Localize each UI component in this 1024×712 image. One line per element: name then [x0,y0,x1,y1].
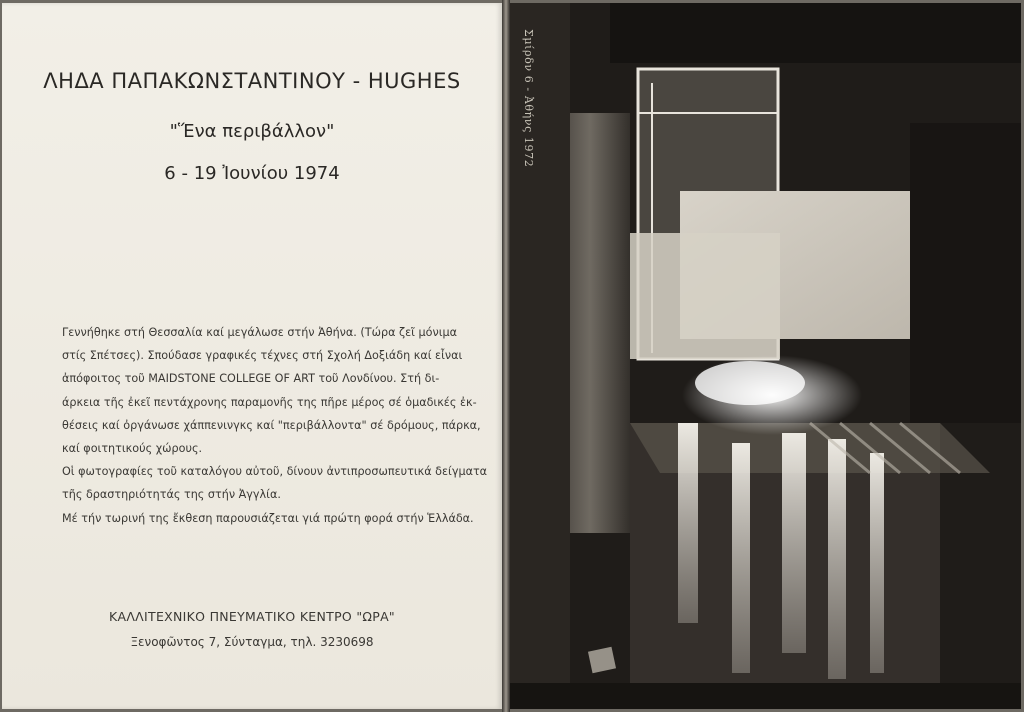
gallery-name: ΚΑΛΛΙΤΕΧΝΙΚΟ ΠΝΕΥΜΑΤΙΚΟ ΚΕΝΤΡΟ "ΩΡΑ" [108,609,395,624]
photo-caption: Σμίρδν 6 - Ἀθήνς 1972 [522,29,535,168]
installation-photograph [510,3,1021,709]
gallery-address: Ξενοφῶντος 7, Σύνταγμα, τηλ. 3230698 [130,635,374,649]
bio-line: στίς Σπέτσες). Σπούδασε γραφικές τέχνες στή Σχολή Δοξιάδη καί εἶναι [62,349,463,363]
bio-line: Γεννήθηκε στή Θεσσαλία καί μεγάλωσε στήν Ἀθήνα. (Τώρα ζεῖ μόνιμα [62,326,457,339]
exhibition-dates: 6 - 19 Ἰουνίου 1974 [164,163,340,184]
book-gutter [502,0,510,712]
bio-line: άρκεια τῆς ἐκεῖ πεντάχρονης παραμονῆς της πῆρε μέρος σέ ὁμαδικές ἐκ- [62,395,477,409]
exhibition-subtitle: "Ἕνα περιβάλλον" [169,121,335,142]
biography-text [62,321,488,530]
bio-line: Μέ τήν τωρινή της ἔκθεση παρουσιάζεται γιά πρώτη φορά στήν Ἑλλάδα. [62,511,474,525]
artist-name-title: ΛΗΔΑ ΠΑΠΑΚΩΝΣΤΑΝΤΙΝΟΥ - HUGHES [43,69,461,93]
bio-line: καί φοιτητικούς χώρους. [62,442,203,456]
bio-line: Οἱ φωτογραφίες τοῦ καταλόγου αὐτοῦ, δίνουν ἀντιπροσωπευτικά δείγματα [62,465,488,479]
bio-line: τῆς δραστηριότητάς της στήν Ἀγγλία. [62,488,281,502]
left-page [2,3,502,709]
right-page [510,3,1021,709]
bio-line: θέσεις καί ὀργάνωσε χάππενινγκς καί "περιβάλλοντα" σέ δρόμους, πάρκα, [62,418,481,432]
bio-line: ἀπόφοιτος τοῦ MAIDSTONE COLLEGE OF ART τοῦ Λονδίνου. Στή δι- [62,372,440,386]
